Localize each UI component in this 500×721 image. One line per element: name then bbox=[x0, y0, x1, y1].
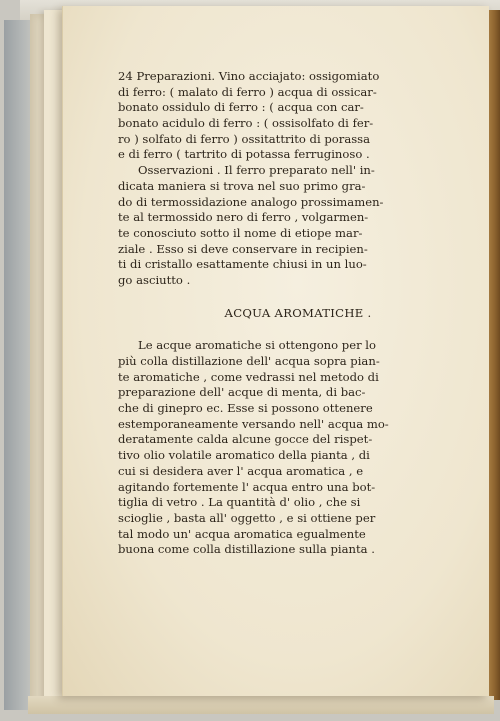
text-line: preparazione dell' acque di menta, di bac- bbox=[118, 385, 366, 400]
page-stack-bottom bbox=[28, 696, 494, 714]
section-heading: ACQUA AROMATICHE . bbox=[224, 305, 372, 320]
page-text bbox=[118, 69, 478, 558]
text-line: Osservazioni . Il ferro preparato nell' in- bbox=[138, 163, 375, 178]
text-line: te aromatiche , come vedrassi nel metodo di bbox=[118, 369, 379, 384]
text-line: buona come colla distillazione sulla pianta . bbox=[118, 542, 375, 557]
text-line: che di ginepro ec. Esse si possono ottenere bbox=[118, 401, 373, 416]
text-line: cui si desidera aver l' acqua aromatica , e bbox=[118, 463, 364, 478]
text-line: tiglia di vetro . La quantità d' olio , che si bbox=[118, 495, 361, 510]
text-line: scioglie , basta all' oggetto , e si ottiene per bbox=[118, 510, 376, 525]
text-line: do di termossidazione analogo prossimamen- bbox=[118, 194, 384, 209]
text-line: dicata maniera si trova nel suo primo gra- bbox=[118, 178, 366, 193]
text-line: 24 Preparazioni. Vino acciajato: ossigomiato bbox=[118, 69, 380, 83]
text-line: Le acque aromatiche si ottengono per lo bbox=[138, 338, 377, 353]
text-line: tivo olio volatile aromatico della pianta , di bbox=[118, 448, 370, 463]
text-line: tal modo un' acqua aromatica egualmente bbox=[118, 526, 366, 541]
text-line: di ferro: ( malato di ferro ) acqua di ossicar- bbox=[118, 84, 377, 99]
text-line: bonato acidulo di ferro : ( ossisolfato di fer- bbox=[118, 116, 374, 131]
page-number: 24 bbox=[118, 69, 133, 83]
text-line: ro ) solfato di ferro ) ossitattrito di porassa bbox=[118, 131, 371, 146]
text-line: te conosciuto sotto il nome di etiope mar- bbox=[118, 225, 363, 240]
text-line: deratamente calda alcune gocce del rispet- bbox=[118, 432, 373, 447]
text-line: e di ferro ( tartrito di potassa ferruginoso . bbox=[118, 147, 370, 162]
text-line: go asciutto . bbox=[118, 272, 191, 287]
text-line: te al termossido nero di ferro , volgarmen- bbox=[118, 210, 369, 225]
text-line: agitando fortemente l' acqua entro una bot- bbox=[118, 479, 376, 494]
text-line: ti di cristallo esattamente chiusi in un luo- bbox=[118, 257, 367, 272]
text-line: bonato ossidulo di ferro : ( acqua con car- bbox=[118, 100, 364, 115]
text-line: più colla distillazione dell' acqua sopra pian- bbox=[118, 354, 380, 368]
text-line: ziale . Esso si deve conservare in recipien- bbox=[118, 241, 368, 256]
text-line: estemporaneamente versando nell' acqua mo- bbox=[118, 416, 389, 431]
